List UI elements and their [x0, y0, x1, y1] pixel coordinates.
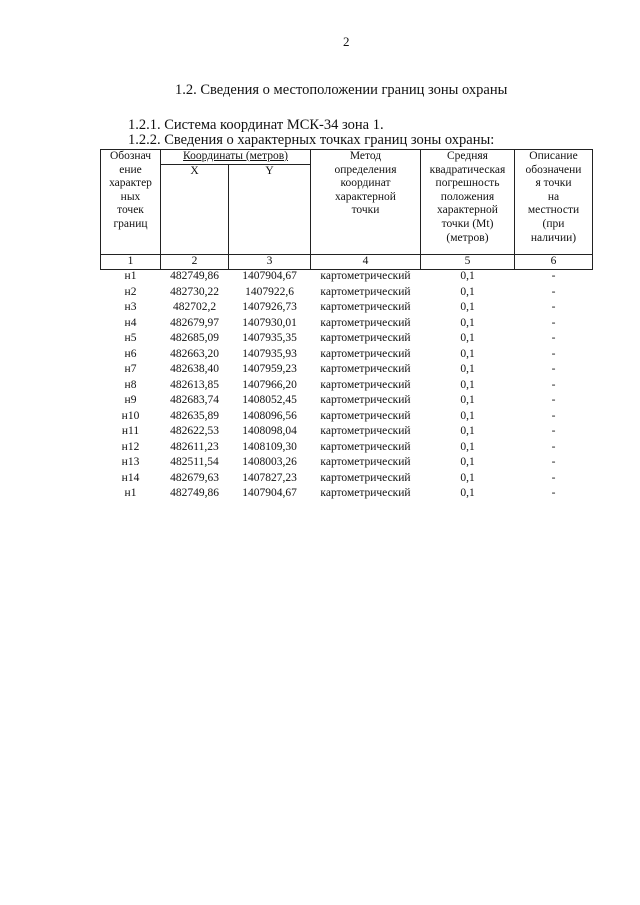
header-method: [311, 150, 421, 255]
x-coordinate-cell: 482685,09: [170, 332, 219, 344]
table-row: [101, 332, 593, 348]
header-designation-line: Обознач: [109, 150, 152, 162]
error-cell: 0,1: [460, 456, 475, 468]
header-y: Y: [229, 165, 311, 255]
header-description-line: я точки: [535, 177, 572, 190]
method-cell: картометрический: [320, 409, 411, 422]
header-designation-line: характер: [109, 177, 152, 190]
x-coordinate-cell: 482611,23: [170, 440, 219, 453]
x-coordinate-cell: 482635,89: [170, 409, 219, 422]
method-cell: картометрический: [320, 332, 411, 344]
header-method-line: характерной: [335, 190, 396, 203]
table-row: [101, 379, 593, 395]
y-coordinate-cell: 1407930,01: [242, 316, 297, 329]
y-coordinate-cell: 1407904,67: [242, 487, 297, 499]
table-row: [101, 363, 593, 379]
y-coordinate-cell: 1408052,45: [242, 394, 297, 406]
column-number: 4: [311, 255, 421, 270]
header-error-line: характерной: [437, 204, 498, 217]
header-designation-line: границ: [113, 217, 148, 230]
error-cell: 0,1: [460, 363, 475, 375]
subsection-coordinate-system: 1.2.1. Система координат МСК-34 зона 1.: [128, 117, 384, 133]
method-cell: картометрический: [320, 301, 411, 313]
point-cell: н3: [124, 301, 137, 313]
x-coordinate-cell: 482730,22: [170, 285, 219, 298]
error-cell: 0,1: [460, 409, 475, 422]
point-cell: н2: [124, 285, 137, 298]
description-cell: -: [551, 394, 556, 406]
error-cell: 0,1: [460, 440, 475, 453]
point-cell: н10: [121, 409, 140, 422]
point-cell: н1: [124, 270, 137, 282]
description-cell: -: [551, 471, 556, 484]
method-cell: картометрический: [320, 487, 411, 499]
y-coordinate-cell: 1408098,04: [242, 425, 297, 437]
x-coordinate-cell: 482663,20: [170, 347, 219, 360]
header-designation: [101, 150, 161, 255]
y-coordinate-cell: 1407935,93: [242, 347, 297, 360]
y-coordinate-cell: 1407827,23: [242, 471, 297, 484]
point-cell: н1: [124, 487, 137, 499]
header-x: X: [161, 165, 229, 255]
table-row: [101, 301, 593, 317]
error-cell: 0,1: [460, 425, 475, 437]
error-cell: 0,1: [460, 471, 475, 484]
description-cell: -: [551, 378, 556, 391]
error-cell: 0,1: [460, 301, 475, 313]
header-error-line: квадратическая: [429, 163, 506, 176]
header-method-line: определения: [334, 163, 397, 176]
header-description-line: (при: [542, 217, 565, 230]
header-error-line: положения: [440, 190, 495, 203]
method-cell: картометрический: [320, 425, 411, 437]
description-cell: -: [551, 332, 556, 344]
header-method-line: Метод: [349, 150, 382, 162]
header-designation-line: ных: [120, 190, 141, 203]
error-cell: 0,1: [460, 394, 475, 406]
table-row: [101, 456, 593, 472]
method-cell: картометрический: [320, 316, 411, 329]
description-cell: -: [551, 456, 556, 468]
method-cell: картометрический: [320, 285, 411, 298]
table-row: [101, 410, 593, 426]
error-cell: 0,1: [460, 332, 475, 344]
x-coordinate-cell: 482613,85: [170, 378, 219, 391]
point-cell: н7: [124, 363, 137, 375]
method-cell: картометрический: [320, 440, 411, 453]
table-row: [101, 425, 593, 441]
description-cell: -: [551, 347, 556, 360]
method-cell: картометрический: [320, 270, 411, 282]
header-error-line: (метров): [446, 231, 489, 244]
table-row: [101, 394, 593, 410]
method-cell: картометрический: [320, 394, 411, 406]
header-error-line: точки (Mt): [441, 217, 494, 230]
point-cell: н9: [124, 394, 137, 406]
x-coordinate-cell: 482749,86: [170, 487, 219, 499]
error-cell: 0,1: [460, 378, 475, 391]
column-number-row: [101, 255, 593, 270]
point-cell: н13: [121, 456, 140, 468]
method-cell: картометрический: [320, 471, 411, 484]
description-cell: -: [551, 270, 556, 282]
point-cell: н14: [121, 471, 140, 484]
error-cell: 0,1: [460, 285, 475, 298]
header-description-line: обозначени: [525, 163, 582, 176]
header-coordinates-group: [161, 150, 311, 165]
point-cell: н12: [121, 440, 140, 453]
column-number: 6: [515, 255, 593, 270]
header-designation-line: точек: [117, 204, 144, 217]
page-number: 2: [343, 34, 350, 49]
method-cell: картометрический: [320, 347, 411, 360]
subsection-characteristic-points: 1.2.2. Сведения о характерных точках границ зоны охраны:: [128, 132, 495, 148]
header-error-line: Средняя: [447, 150, 488, 162]
header-description-line: местности: [527, 204, 580, 217]
header-error-line: погрешность: [435, 177, 500, 190]
table-row: [101, 286, 593, 302]
point-cell: н6: [124, 347, 137, 360]
description-cell: -: [551, 363, 556, 375]
header-error: [421, 150, 515, 255]
x-coordinate-cell: 482511,54: [170, 456, 219, 468]
header-description-line: на: [547, 190, 560, 203]
column-number: 2: [161, 255, 229, 270]
description-cell: -: [551, 285, 556, 298]
x-coordinate-cell: 482638,40: [170, 363, 219, 375]
y-coordinate-cell: 1407935,35: [242, 332, 297, 344]
x-coordinate-cell: 482683,74: [170, 394, 219, 406]
y-coordinate-cell: 1408003,26: [242, 456, 297, 468]
error-cell: 0,1: [460, 316, 475, 329]
header-method-line: координат: [340, 177, 391, 190]
error-cell: 0,1: [460, 270, 475, 282]
x-coordinate-cell: 482749,86: [170, 270, 219, 282]
y-coordinate-cell: 1407926,73: [242, 301, 297, 313]
y-coordinate-cell: 1408109,30: [242, 440, 297, 453]
column-number: 1: [101, 255, 161, 270]
point-cell: н5: [124, 332, 137, 344]
description-cell: -: [551, 301, 556, 313]
table-row: [101, 472, 593, 488]
method-cell: картометрический: [320, 456, 411, 468]
table-row: [101, 270, 593, 286]
error-cell: 0,1: [460, 347, 475, 360]
section-heading: 1.2. Сведения о местоположении границ зоны охраны: [175, 82, 508, 98]
header-description-line: наличии): [530, 231, 577, 244]
column-number: 3: [229, 255, 311, 270]
description-cell: -: [551, 409, 556, 422]
x-coordinate-cell: 482679,97: [170, 316, 219, 329]
y-coordinate-cell: 1407966,20: [242, 378, 297, 391]
y-coordinate-cell: 1407922,6: [245, 285, 294, 298]
method-cell: картометрический: [320, 363, 411, 375]
description-cell: -: [551, 440, 556, 453]
boundary-points-table: [100, 149, 593, 503]
point-cell: н11: [121, 425, 140, 437]
header-description: [515, 150, 593, 255]
header-description-line: Описание: [529, 150, 578, 162]
table-row: [101, 441, 593, 457]
x-coordinate-cell: 482622,53: [170, 425, 219, 437]
x-coordinate-cell: 482679,63: [170, 471, 219, 484]
table-row: [101, 487, 593, 503]
table-body: [101, 255, 593, 503]
header-designation-line: ение: [119, 163, 142, 176]
error-cell: 0,1: [460, 487, 475, 499]
description-cell: -: [551, 487, 556, 499]
y-coordinate-cell: 1407959,23: [242, 363, 297, 375]
description-cell: -: [551, 316, 556, 329]
method-cell: картометрический: [320, 378, 411, 391]
table-row: [101, 348, 593, 364]
table-row: [101, 317, 593, 333]
y-coordinate-cell: 1408096,56: [242, 409, 297, 422]
point-cell: н8: [124, 378, 137, 391]
header-method-line: точки: [351, 204, 380, 217]
x-coordinate-cell: 482702,2: [172, 301, 217, 313]
y-coordinate-cell: 1407904,67: [242, 270, 297, 282]
column-number: 5: [421, 255, 515, 270]
description-cell: -: [551, 425, 556, 437]
point-cell: н4: [124, 316, 137, 329]
header-coordinates-label: Координаты (метров): [183, 150, 288, 162]
